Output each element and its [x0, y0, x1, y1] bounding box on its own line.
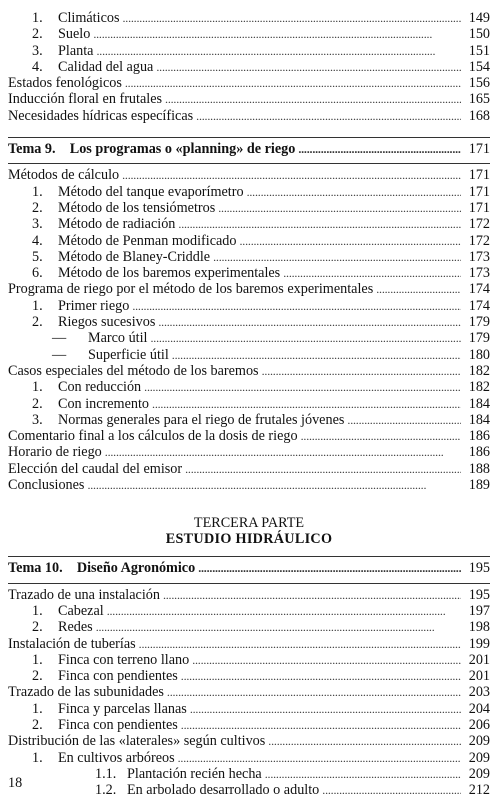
toc-block-1 [8, 10, 490, 124]
entry-number: 2. [32, 668, 43, 685]
entry-label: Horario de riego [8, 444, 102, 461]
entry-label: Finca con pendientes [58, 668, 178, 685]
page-number: 201 [468, 668, 490, 685]
dot-leader [192, 652, 461, 668]
toc-entry [8, 782, 490, 798]
entry-label: Trazado de las subunidades [8, 684, 164, 701]
entry-number: 1.1. [95, 765, 117, 782]
divider-rule [8, 583, 490, 584]
toc-entry [8, 701, 490, 717]
toc-entry [8, 233, 490, 249]
toc-entry [8, 766, 490, 782]
entry-label: Primer riego [58, 297, 130, 314]
entry-number: — [52, 346, 67, 363]
dot-leader [167, 684, 461, 700]
part-title: TERCERA PARTE [193, 515, 305, 532]
toc-chapter-9 [8, 141, 490, 157]
toc-block-2 [8, 167, 490, 493]
entry-label: Método de Penman modificado [58, 232, 237, 249]
toc-entry [8, 603, 490, 619]
dot-leader [165, 91, 461, 107]
page-number: 179 [468, 314, 490, 331]
entry-label: Necesidades hídricas específicas [8, 107, 194, 124]
dot-leader [218, 200, 461, 216]
chapter-title: Tema 9. Los programas o «planning» de riego [8, 141, 296, 158]
entry-label: Con reducción [58, 379, 142, 396]
toc-entry [8, 200, 490, 216]
entry-label: En arbolado desarrollado o adulto [127, 782, 320, 799]
divider-rule [8, 163, 490, 164]
entry-label: Climáticos [58, 10, 120, 26]
entry-number: 5. [32, 248, 43, 265]
toc-page [8, 10, 490, 798]
toc-block-3 [8, 587, 490, 799]
toc-entry [8, 717, 490, 733]
toc-entry [8, 281, 490, 297]
page-number: 154 [468, 58, 490, 75]
page-number: 174 [468, 281, 490, 298]
page-number: 150 [468, 26, 490, 43]
toc-entry [8, 298, 490, 314]
toc-entry [8, 636, 490, 652]
spacer [8, 547, 490, 556]
toc-entry [8, 10, 490, 26]
entry-label: Con incremento [58, 395, 150, 412]
toc-entry [8, 750, 490, 766]
page-number: 201 [468, 651, 490, 668]
page-number: 149 [468, 10, 490, 26]
entry-label: Normas generales para el riego de frutales jóvenes [58, 411, 345, 428]
entry-label: Programa de riego por el método de los baremos experimentales [8, 281, 374, 298]
dot-leader [181, 668, 461, 684]
toc-entry [8, 59, 490, 75]
dot-leader [240, 233, 462, 249]
entry-number: 1. [32, 651, 43, 668]
dot-leader [190, 701, 461, 717]
dot-leader [298, 141, 461, 157]
page-number: 204 [468, 700, 490, 717]
dot-leader [139, 636, 461, 652]
toc-entry [8, 330, 490, 346]
entry-number: 2. [32, 199, 43, 216]
entry-label: Riegos sucesivos [58, 314, 156, 331]
toc-entry [8, 167, 490, 183]
entry-label: Conclusiones [8, 477, 85, 494]
toc-entry [8, 733, 490, 749]
page-number: 188 [468, 460, 490, 477]
dot-leader [125, 75, 461, 91]
toc-entry [8, 363, 490, 379]
dot-leader [283, 265, 461, 281]
toc-entry [8, 444, 490, 460]
page-number: 168 [468, 107, 490, 124]
page-number: 182 [468, 379, 490, 396]
entry-label: Estados fenológicos [8, 75, 122, 92]
dot-leader [144, 379, 461, 395]
dot-leader [262, 363, 461, 379]
dot-leader [122, 167, 461, 183]
dot-leader [265, 766, 461, 782]
page-number: 165 [468, 91, 490, 108]
page-number: 174 [468, 297, 490, 314]
entry-label: En cultivos arbóreos [58, 749, 175, 766]
dot-leader [247, 184, 461, 200]
entry-label: Casos especiales del método de los baremos [8, 362, 259, 379]
page-number: 171 [468, 199, 490, 216]
page-number: 195 [468, 586, 490, 603]
entry-label: Distribución de las «laterales» según cultivos [8, 733, 266, 750]
toc-entry [8, 396, 490, 412]
toc-entry [8, 249, 490, 265]
entry-label: Finca con pendientes [58, 716, 178, 733]
entry-label: Método de radiación [58, 216, 176, 233]
page-number: 189 [468, 477, 490, 494]
toc-entry [8, 216, 490, 232]
page-number: 195 [468, 560, 490, 577]
entry-label: Trazado de una instalación [8, 586, 160, 603]
spacer [8, 493, 490, 515]
toc-entry [8, 314, 490, 330]
entry-label: Finca con terreno llano [58, 651, 190, 668]
dot-leader [122, 10, 461, 26]
dot-leader [178, 216, 461, 232]
page-number: 151 [468, 42, 490, 59]
page-number: 182 [468, 362, 490, 379]
page-number: 171 [468, 141, 490, 158]
dot-leader [198, 560, 461, 576]
entry-label: Método de Blaney-Criddle [58, 248, 211, 265]
entry-label: Suelo [58, 26, 91, 43]
dot-leader [152, 396, 461, 412]
divider-rule [8, 556, 490, 557]
part-subtitle: ESTUDIO HIDRÁULICO [165, 531, 333, 548]
page-number: 184 [468, 411, 490, 428]
dot-leader [178, 750, 461, 766]
entry-label: Elección del caudal del emisor [8, 460, 183, 477]
entry-number: — [52, 330, 67, 347]
page-number: 186 [468, 428, 490, 445]
page-number: 186 [468, 444, 490, 461]
entry-label: Plantación recién hecha [127, 765, 262, 782]
page-number: 156 [468, 75, 490, 92]
toc-chapter-10 [8, 560, 490, 576]
dot-leader [96, 43, 461, 59]
entry-label: Superficie útil [88, 346, 169, 363]
entry-number: 2. [32, 26, 43, 43]
page-number: 173 [468, 248, 490, 265]
page-folio: 18 [8, 775, 23, 791]
entry-number: 1.2. [95, 782, 117, 799]
dot-leader [163, 587, 461, 603]
entry-number: 3. [32, 216, 43, 233]
page-number: 179 [468, 330, 490, 347]
entry-label: Método del tanque evaporímetro [58, 183, 244, 200]
entry-label: Inducción floral en frutales [8, 91, 163, 108]
dot-leader [347, 412, 461, 428]
entry-label: Cabezal [58, 602, 104, 619]
dot-leader [93, 26, 461, 42]
page-number: 212 [468, 782, 490, 799]
page-number: 206 [468, 716, 490, 733]
toc-entry [8, 684, 490, 700]
page-number: 197 [468, 602, 490, 619]
page-number: 198 [468, 619, 490, 636]
toc-entry [8, 43, 490, 59]
entry-label: Finca y parcelas llanas [58, 700, 187, 717]
toc-entry [8, 379, 490, 395]
dot-leader [172, 347, 461, 363]
entry-number: 6. [32, 265, 43, 282]
entry-number: 2. [32, 395, 43, 412]
divider-rule [8, 137, 490, 138]
dot-leader [132, 298, 461, 314]
dot-leader [268, 733, 461, 749]
page-number: 173 [468, 265, 490, 282]
dot-leader [151, 330, 462, 346]
dot-leader [107, 603, 461, 619]
chapter-title: Tema 10. Diseño Agronómico [8, 560, 196, 577]
toc-entry [8, 619, 490, 635]
dot-leader [156, 59, 461, 75]
toc-entry [8, 91, 490, 107]
toc-entry [8, 108, 490, 124]
dot-leader [322, 782, 461, 798]
entry-label: Método de los baremos experimentales [58, 265, 281, 282]
entry-number: 1. [32, 10, 43, 26]
dot-leader [185, 461, 461, 477]
page-number: 171 [468, 167, 490, 184]
page-number: 209 [468, 733, 490, 750]
toc-entry [8, 265, 490, 281]
page-number: 180 [468, 346, 490, 363]
entry-label: Método de los tensiómetros [58, 199, 216, 216]
page-number: 171 [468, 183, 490, 200]
entry-label: Calidad del agua [58, 58, 154, 75]
page-number: 209 [468, 749, 490, 766]
page-number: 172 [468, 216, 490, 233]
entry-number: 2. [32, 716, 43, 733]
entry-label: Planta [58, 42, 94, 59]
entry-number: 3. [32, 42, 43, 59]
dot-leader [196, 108, 461, 124]
entry-number: 2. [32, 314, 43, 331]
entry-number: 1. [32, 297, 43, 314]
toc-entry [8, 26, 490, 42]
page-number: 203 [468, 684, 490, 701]
entry-label: Instalación de tuberías [8, 635, 136, 652]
dot-leader [96, 619, 461, 635]
toc-entry [8, 75, 490, 91]
toc-entry [8, 428, 490, 444]
entry-number: 1. [32, 602, 43, 619]
entry-number: 1. [32, 700, 43, 717]
dot-leader [213, 249, 461, 265]
entry-label: Redes [58, 619, 93, 636]
page-number: 172 [468, 232, 490, 249]
entry-number: 1. [32, 749, 43, 766]
entry-label: Marco útil [88, 330, 148, 347]
dot-leader [376, 281, 461, 297]
toc-entry [8, 412, 490, 428]
spacer [8, 124, 490, 137]
entry-label: Comentario final a los cálculos de la dosis de riego [8, 428, 298, 445]
dot-leader [105, 444, 461, 460]
toc-entry [8, 477, 490, 493]
toc-entry [8, 184, 490, 200]
dot-leader [181, 717, 461, 733]
toc-entry [8, 461, 490, 477]
entry-number: 1. [32, 379, 43, 396]
toc-entry [8, 668, 490, 684]
entry-number: 1. [32, 183, 43, 200]
toc-entry [8, 587, 490, 603]
entry-number: 4. [32, 58, 43, 75]
entry-number: 3. [32, 411, 43, 428]
toc-entry [8, 347, 490, 363]
entry-number: 2. [32, 619, 43, 636]
page-number: 184 [468, 395, 490, 412]
dot-leader [301, 428, 461, 444]
page-number: 199 [468, 635, 490, 652]
toc-entry [8, 652, 490, 668]
dot-leader [87, 477, 461, 493]
dot-leader [158, 314, 461, 330]
entry-number: 4. [32, 232, 43, 249]
entry-label: Métodos de cálculo [8, 167, 120, 184]
page-number: 209 [468, 765, 490, 782]
